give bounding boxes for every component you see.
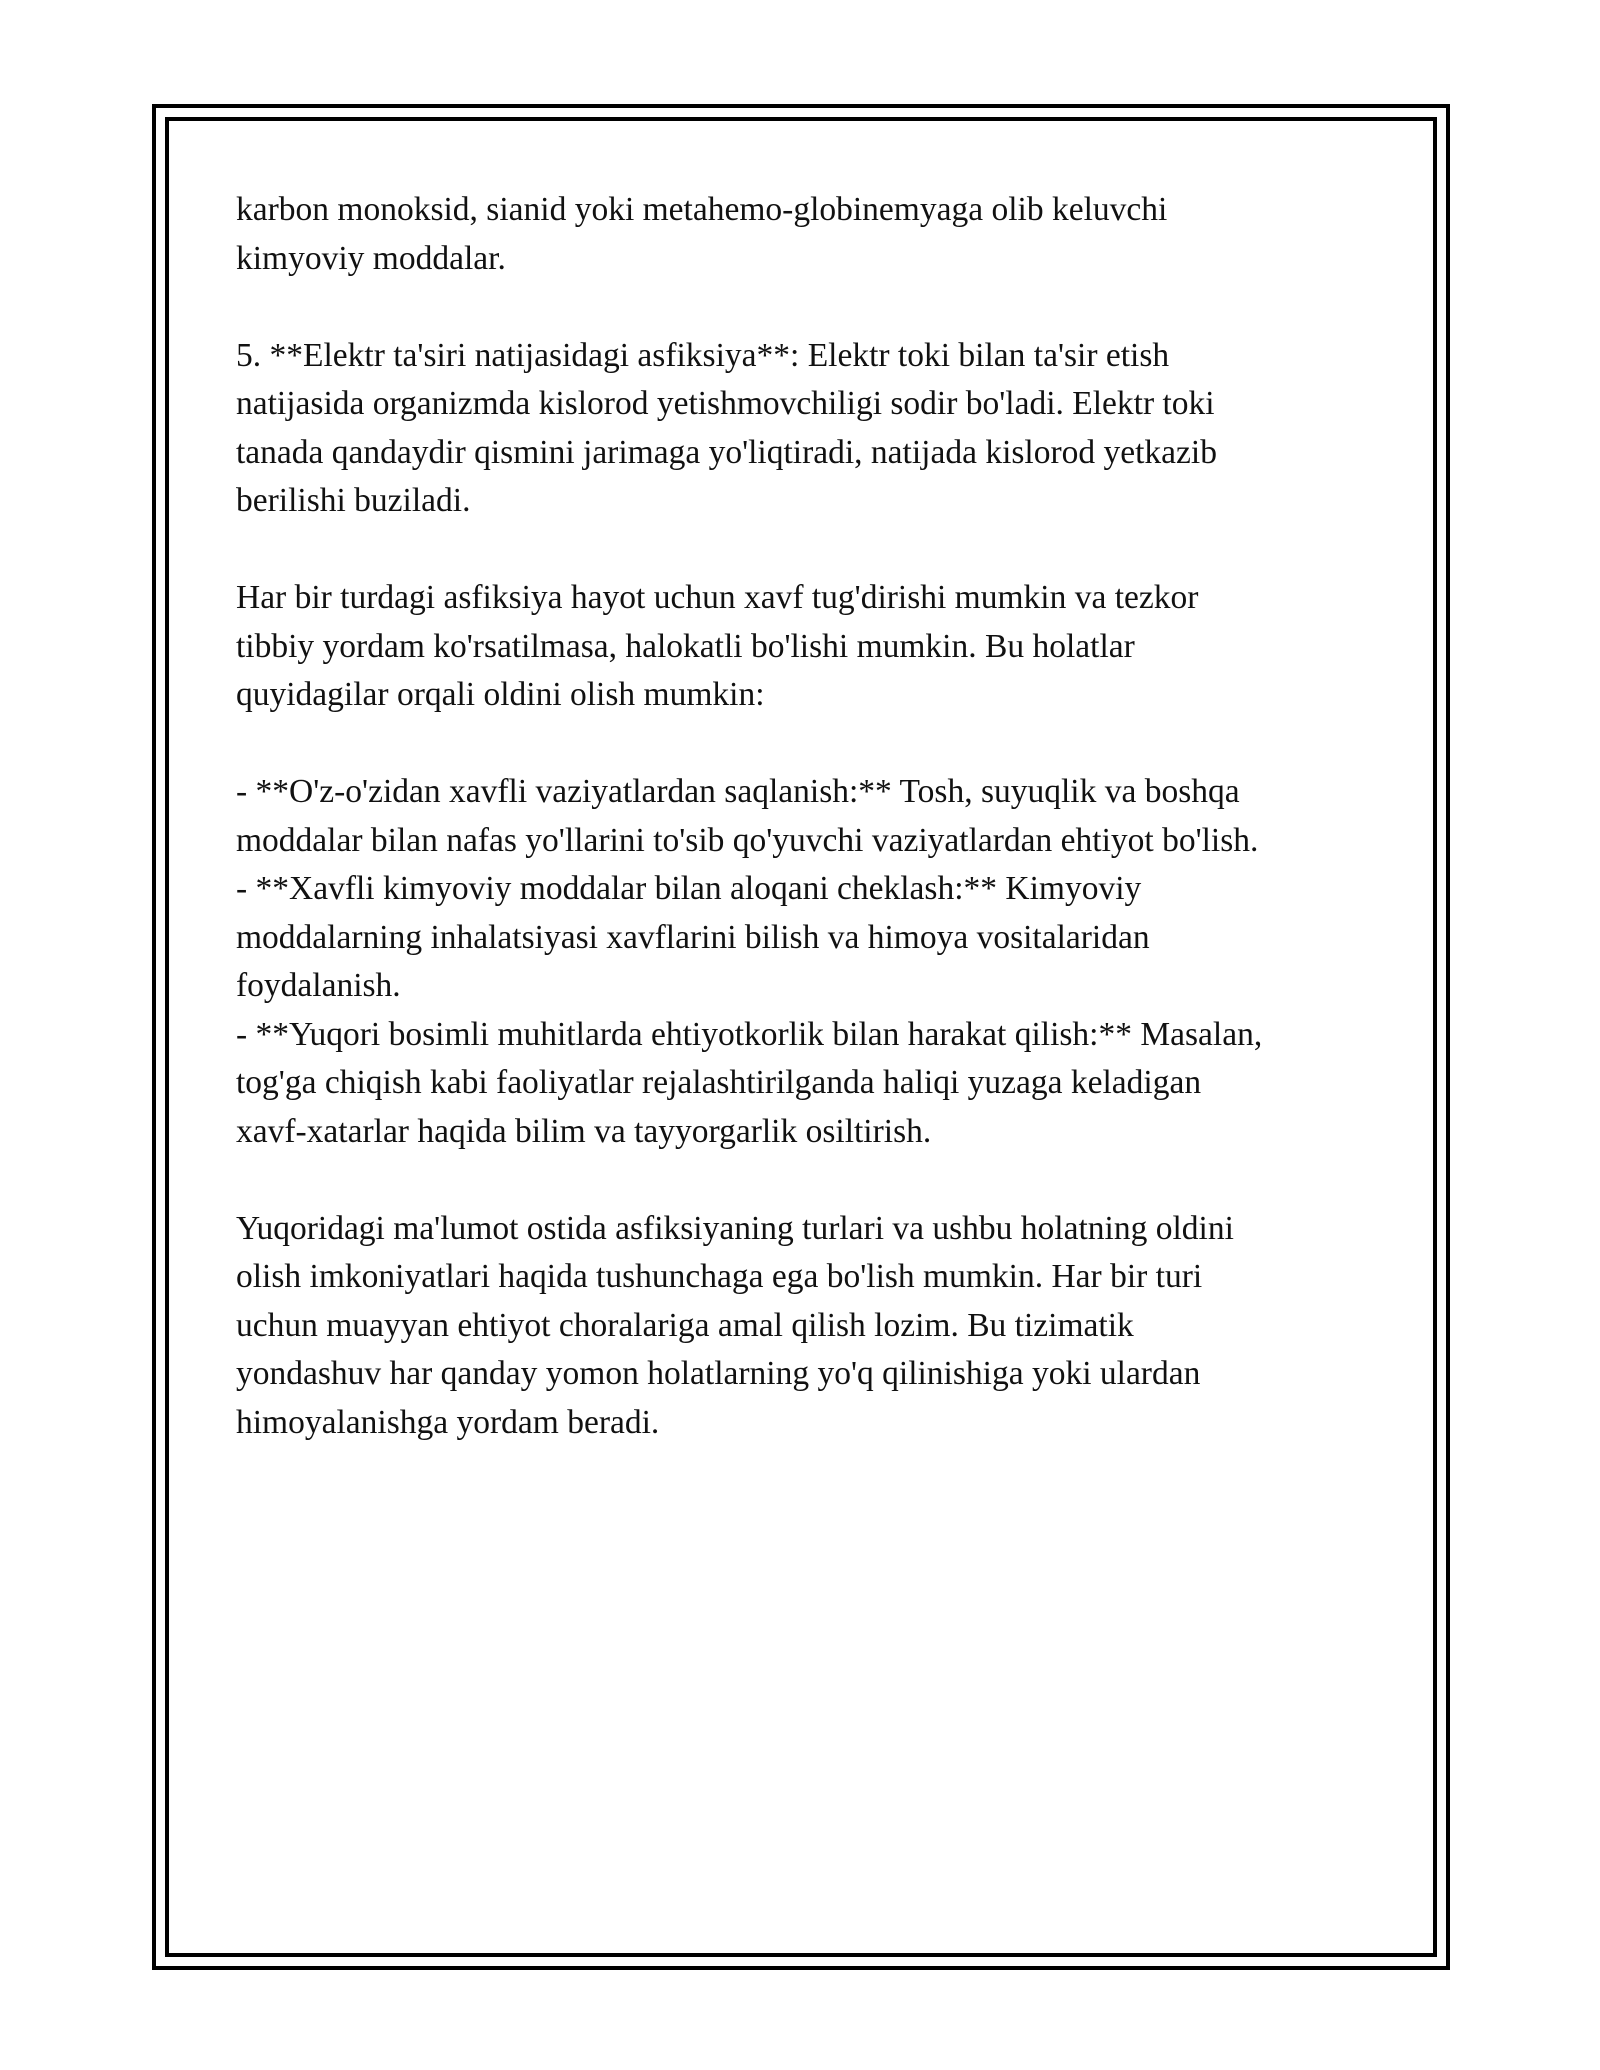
paragraph-gap — [236, 526, 1376, 575]
paragraph-gap — [236, 283, 1376, 332]
list-item: - **O'z-o'zidan xavfli vaziyatlardan saqlanish:** Tosh, suyuqlik va boshqa moddalar bilan nafas yo'llarini to'sib qo'yuvchi vaziyatlardan ehtiyot bo'lish. — [236, 773, 1259, 859]
list-item: - **Xavfli kimyoviy moddalar bilan aloqani cheklash:** Kimyoviy moddalarning inhalatsiyasi xavflarini bilish va himoya vositalaridan foydalanish. — [236, 870, 1150, 1004]
list-item: - **Yuqori bosimli muhitlarda ehtiyotkorlik bilan harakat qilish:** Masalan, tog'ga chiqish kabi faoliyatlar rejalashtirilganda haliqi yuzaga keladigan xavf-xatarlar haqida bilim va tayyorgarlik osiltirish. — [236, 1015, 1263, 1150]
paragraph-gap — [236, 720, 1376, 769]
prevention-list — [236, 768, 1376, 1156]
paragraph-electric-asphyxia: 5. **Elektr ta'siri natijasidagi asfiksiya**: Elektr toki bilan ta'sir etish natijasida organizmda kislorod yetishmovchiligi sodir bo'ladi. Elektr toki tanada qandaydir qismini jarimaga yo'liqtiradi, natijada kislorod yetkazib berilishi buziladi. — [236, 336, 1217, 519]
document-body — [236, 186, 1376, 1447]
paragraph-danger-summary: Har bir turdagi asfiksiya hayot uchun xavf tug'dirishi mumkin va tezkor tibbiy yordam ko'rsatilmasa, halokatli bo'lishi mumkin. Bu holatlar quyidagilar orqali oldini olish mumkin: — [236, 579, 1199, 713]
paragraph-conclusion: Yuqoridagi ma'lumot ostida asfiksiyaning turlari va ushbu holatning oldini olish imkoniyatlari haqida tushunchaga ega bo'lish mumkin. Har bir turi uchun muayyan ehtiyot choralariga amal qilish lozim. Bu tizimatik yondashuv har qanday yomon holatlarning yo'q qilinishiga yoki ulardan himoyalanishga yordam beradi. — [236, 1209, 1234, 1441]
paragraph-chemicals-continuation: karbon monoksid, sianid yoki metahemo-globinemyaga olib keluvchi kimyoviy moddalar. — [236, 191, 1168, 277]
paragraph-gap — [236, 1156, 1376, 1205]
